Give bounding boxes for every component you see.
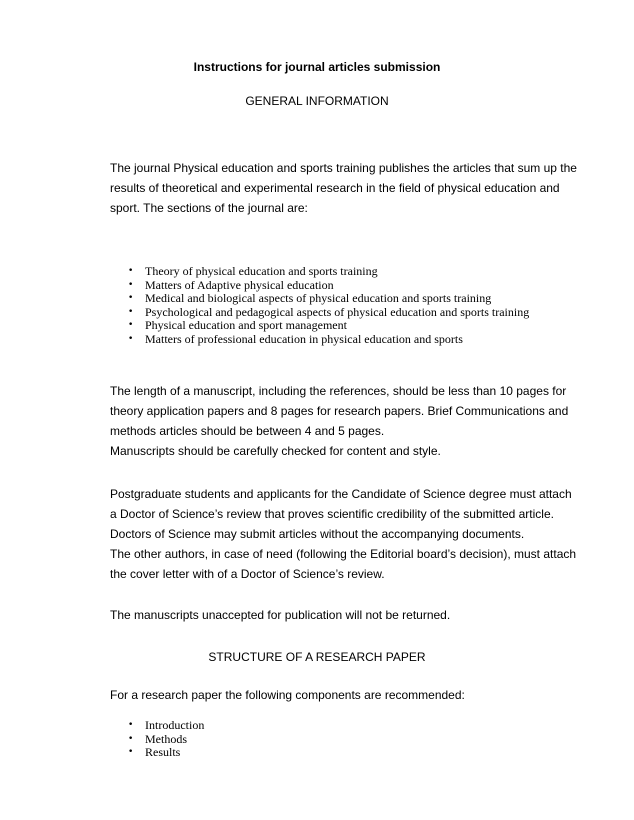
paragraph-line: Manuscripts should be carefully checked for content and style. bbox=[110, 444, 441, 458]
components-list bbox=[110, 719, 204, 760]
paragraph-line: Postgraduate students and applicants for the Candidate of Science degree must attach bbox=[110, 487, 572, 501]
list-item: • Results bbox=[110, 746, 204, 760]
paragraph-line: methods articles should be between 4 and 5 pages. bbox=[110, 424, 385, 438]
journal-sections-list bbox=[110, 265, 529, 347]
document-title: Instructions for journal articles submission bbox=[193, 60, 441, 74]
list-item: • Methods bbox=[110, 733, 204, 747]
intro-line: The journal Physical education and sports training publishes the articles that sum up the bbox=[110, 161, 577, 175]
paragraph-line: the cover letter with of a Doctor of Science’s review. bbox=[110, 567, 385, 581]
intro-line: sport. The sections of the journal are: bbox=[110, 201, 308, 215]
paragraph-line: The length of a manuscript, including the references, should be less than 10 pages for bbox=[110, 384, 567, 398]
list-item: • Physical education and sport management bbox=[110, 319, 529, 333]
manuscript-length-paragraph bbox=[110, 381, 580, 461]
components-intro-paragraph bbox=[110, 685, 580, 705]
postgraduate-paragraph bbox=[110, 484, 580, 584]
list-item: • Theory of physical education and sports training bbox=[110, 265, 529, 279]
paragraph-line: Doctors of Science may submit articles without the accompanying documents. bbox=[110, 527, 525, 541]
intro-line: results of theoretical and experimental research in the field of physical education and bbox=[110, 181, 560, 195]
intro-paragraph bbox=[110, 158, 580, 218]
paragraph-line: a Doctor of Science’s review that proves scientific credibility of the submitted article. bbox=[110, 507, 554, 521]
paragraph-line: theory application papers and 8 pages for research papers. Brief Communications and bbox=[110, 404, 569, 418]
list-item: • Matters of Adaptive physical education bbox=[110, 279, 529, 293]
list-item: • Introduction bbox=[110, 719, 204, 733]
unaccepted-paragraph bbox=[110, 605, 580, 625]
paragraph-line: The other authors, in case of need (following the Editorial board’s decision), must attach bbox=[110, 547, 577, 561]
paragraph-line: For a research paper the following components are recommended: bbox=[110, 688, 465, 702]
list-item: • Matters of professional education in physical education and sports bbox=[110, 333, 529, 347]
list-item: • Medical and biological aspects of physical education and sports training bbox=[110, 292, 529, 306]
section-heading-general-information: GENERAL INFORMATION bbox=[245, 94, 389, 108]
list-item: • Psychological and pedagogical aspects of physical education and sports training bbox=[110, 306, 529, 320]
paragraph-line: The manuscripts unaccepted for publication will not be returned. bbox=[110, 608, 451, 622]
section-heading-structure: STRUCTURE OF A RESEARCH PAPER bbox=[208, 650, 426, 664]
